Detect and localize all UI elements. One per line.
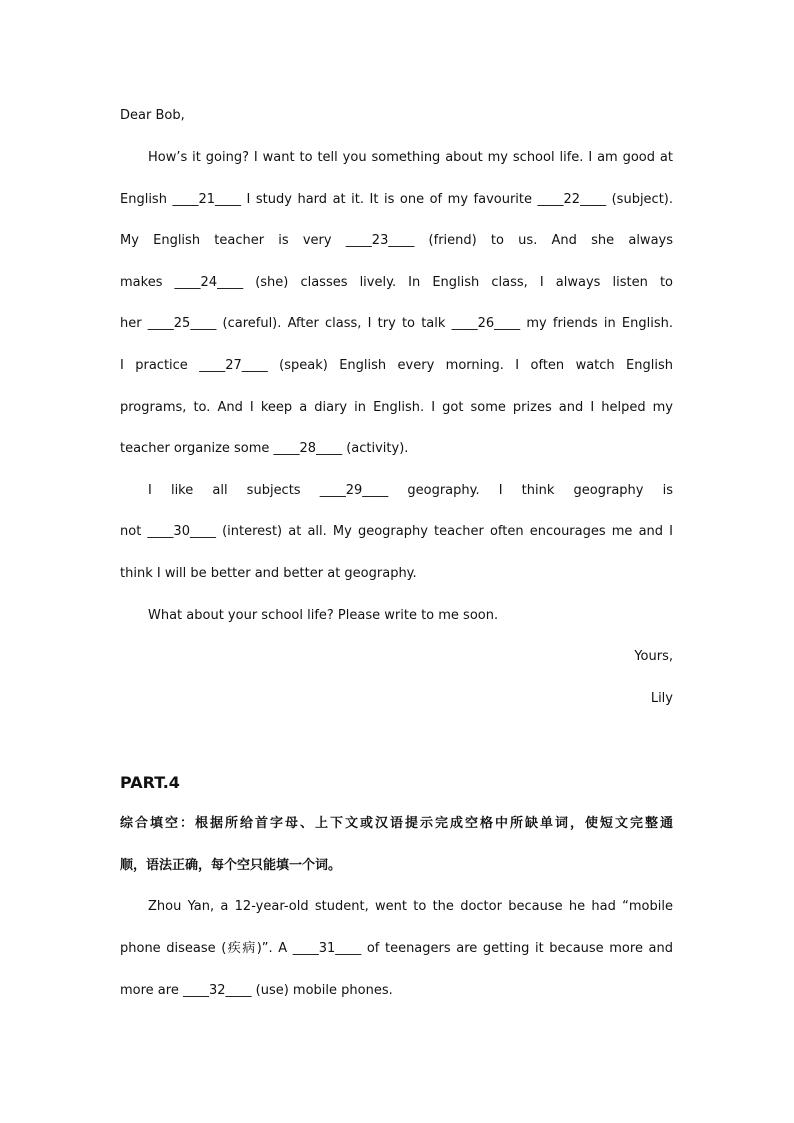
paragraph-line: not ____30____ (interest) at all. My geography teacher often encourages me and I [120, 524, 673, 539]
paragraph-line: I practice ____27____ (speak) English every morning. I often watch English [120, 358, 673, 373]
closing: Yours, [634, 649, 673, 664]
paragraph-line: What about your school life? Please write to me soon. [148, 608, 499, 623]
signature: Lily [650, 691, 673, 706]
paragraph-line: I like all subjects ____29____ geography. I think geography is [148, 483, 673, 498]
paragraph-line: more are ____32____ (use) mobile phones. [120, 983, 393, 998]
paragraph-line: English ____21____ I study hard at it. It is one of my favourite ____22____ (subject). [120, 192, 673, 207]
instruction-line: 顺，语法正确，每个空只能填一个词。 [120, 858, 342, 873]
paragraph-line: programs, to. And I keep a diary in English. I got some prizes and I helped my [120, 400, 673, 415]
paragraph-line: phone disease (疾病)”. A ____31____ of teenagers are getting it because more and [120, 941, 673, 956]
greeting: Dear Bob, [120, 108, 185, 123]
paragraph-line: How’s it going? I want to tell you something about my school life. I am good at [148, 150, 673, 165]
paragraph-line: makes ____24____ (she) classes lively. In English class, I always listen to [120, 275, 673, 290]
instruction-line: 综合填空：根据所给首字母、上下文或汉语提示完成空格中所缺单词，使短文完整通 [120, 816, 673, 831]
paragraph-line: teacher organize some ____28____ (activity). [120, 441, 409, 456]
paragraph-line: think I will be better and better at geography. [120, 566, 417, 581]
paragraph-line: Zhou Yan, a 12-year-old student, went to the doctor because he had “mobile [148, 899, 673, 914]
section-heading: PART.4 [120, 773, 180, 792]
paragraph-line: My English teacher is very ____23____ (friend) to us. And she always [120, 233, 673, 248]
paragraph-line: her ____25____ (careful). After class, I try to talk ____26____ my friends in English. [120, 316, 673, 331]
